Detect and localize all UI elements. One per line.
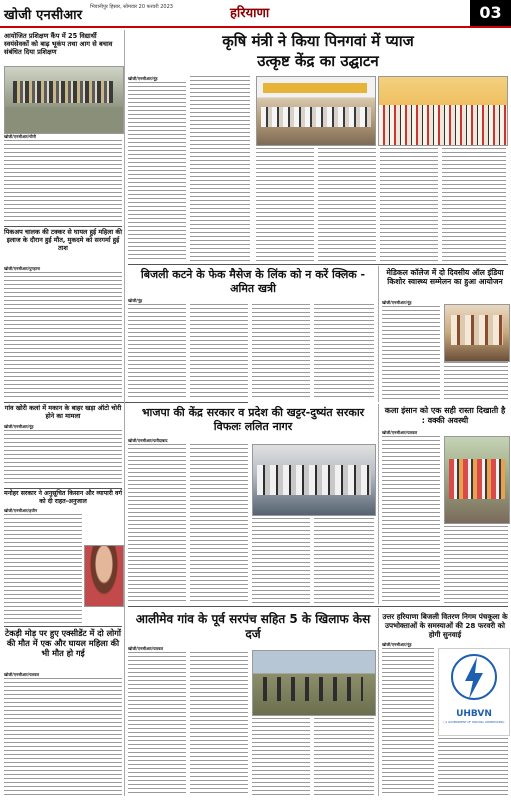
divider — [128, 606, 508, 607]
section-title: हरियाणा — [230, 6, 270, 21]
divider — [4, 226, 122, 227]
bjp-photo — [252, 444, 376, 516]
main-headline-1: कृषि मंत्री ने किया पिनगवां में प्याज — [222, 32, 414, 50]
medical-photo — [444, 304, 510, 362]
accident-byline: खोजी/एनसीआर/पलवल — [4, 672, 40, 677]
masthead — [0, 0, 511, 28]
aalimev-body-col1 — [128, 652, 186, 796]
uhbvn-logo-text: UHBVN — [456, 709, 492, 719]
manohar-portrait — [84, 545, 124, 607]
main-body-col4 — [318, 148, 376, 262]
main-body-col5 — [380, 148, 438, 262]
main-body-col2 — [190, 76, 250, 262]
medical-body — [382, 306, 440, 402]
manohar-byline: खोजी/एनसीआर/हथीन — [4, 508, 38, 513]
bjp-body-col3 — [252, 518, 310, 604]
electricity-headline: बिजली कटने के फेक मैसेज के लिंक को न करें क्लिक - अमित खत्री — [140, 268, 366, 295]
accident-headline: टेकड़ी मोड़ पर हुए एक्सीडेंट में दो लोगों की मौत में एक और घायल महिला की भी मौत हो गई — [4, 628, 121, 658]
bjp-body-col1 — [128, 444, 186, 604]
manohar-body — [4, 514, 82, 624]
main-headline-2: उत्कृष्ट केंद्र का उद्घाटन — [257, 52, 379, 70]
main-photo-stage — [256, 76, 376, 146]
electricity-body-col2 — [190, 304, 248, 400]
aalimev-photo — [252, 650, 376, 716]
main-byline: खोजी/एनसीआर/नूंह — [128, 76, 158, 81]
aalimev-body-col2 — [190, 652, 248, 796]
uhbvn-body — [382, 648, 434, 796]
bike-body — [4, 272, 122, 400]
electricity-byline: खोजी/नूंह — [128, 298, 143, 303]
manohar-headline: मनोहर सरकार ने अनुसूचित किसान और व्यापारी वर्ग को दी राहत-अनुजाल — [4, 490, 122, 505]
uhbvn-logo — [438, 648, 510, 736]
divider — [128, 264, 508, 265]
bike-headline: पिकअप चालक की टक्कर से घायल हुई महिला की इलाज के दौरान हुई मौत, मुकदमे को सरगर्मा हुई ताश — [4, 228, 122, 252]
aalimev-headline: आलीमेव गांव के पूर्व सरपंच सहित 5 के खिलाफ केस दर्ज — [135, 612, 371, 641]
main-body-col1 — [128, 82, 186, 262]
medical-byline: खोजी/एनसीआर/नूंह — [382, 300, 412, 305]
aalimev-body-col3 — [252, 718, 310, 796]
electricity-body-col3 — [252, 304, 310, 400]
theft-body — [4, 430, 122, 486]
training-body — [4, 140, 122, 224]
divider — [4, 402, 248, 403]
lightning-icon — [439, 649, 509, 709]
uhbvn-byline: खोजी/एनसीआर/नूंह — [382, 642, 412, 647]
column-divider — [124, 30, 125, 796]
kala-photo — [444, 436, 510, 524]
bjp-body-col2 — [190, 444, 248, 604]
uhbvn-body-2 — [438, 738, 508, 796]
training-photo — [4, 66, 124, 134]
bike-byline: खोजी/एनसीआर/पुनहाना — [4, 266, 41, 271]
kala-body-2 — [444, 526, 508, 604]
training-headline: आयोजित प्रशिक्षण कैंप में 25 विद्यार्थी स्वयंसेवकों को बाढ़ भूकंप तथा आग से बचाव संबंधित दिया प्रशिक्षण — [4, 32, 113, 56]
medical-headline: मेडिकल कॉलेज में दो दिवसीय ऑल इंडिया किशोर स्वास्थ्य सम्मेलन का हुआ आयोजन — [386, 268, 504, 287]
divider — [4, 626, 122, 627]
aalimev-byline: खोजी/एनसीआर/पलवल — [128, 646, 164, 651]
training-byline: खोजी/एनसीआर/चीनी — [4, 134, 36, 139]
bjp-byline: खोजी/एनसीआर/फरीदाबाद — [128, 438, 168, 443]
masthead-date: भिवानीपुर हिसार, सोमवार 20 फरवरी 2023 — [90, 4, 173, 10]
kala-byline: खोजी/एनसीआर/पलवल — [382, 430, 418, 435]
medical-body-2 — [444, 362, 508, 402]
aalimev-body-col4 — [314, 718, 374, 796]
kala-body — [382, 436, 440, 604]
electricity-body-col1 — [128, 304, 186, 400]
bjp-headline: भाजपा की केंद्र सरकार व प्रदेश की खट्टर-दुष्यंत सरकार विफलः ललित नागर — [141, 406, 365, 433]
uhbvn-headline: उत्तर हरियाणा बिजली वितरण निगम पंचकूला के उपभोक्ताओं के समस्याओं की 28 फरवरी को होगी सुनवाई — [382, 612, 508, 639]
uhbvn-logo-subtext: ( A GOVERNMENT OF HARYANA UNDERTAKING) — [443, 721, 505, 724]
column-divider — [378, 404, 379, 604]
divider — [4, 488, 122, 489]
main-photo-crowd — [378, 76, 508, 146]
theft-headline: गांव खोरी कलां में मकान के बाहर खड़ा ऑटो चोरी होने का मामला — [4, 404, 122, 420]
kala-headline: कला इंसान को एक सही रास्ता दिखाती है : वक्की अवस्थी — [384, 406, 506, 425]
accident-body — [4, 678, 122, 796]
theft-byline: खोजी/एनसीआर/नूंह — [4, 424, 34, 429]
main-body-col6 — [442, 148, 506, 262]
main-body-col3 — [256, 148, 314, 262]
page-number: 03 — [470, 0, 511, 26]
column-divider — [378, 608, 379, 796]
bjp-body-col4 — [314, 518, 374, 604]
masthead-name: खोजी एनसीआर — [4, 8, 83, 23]
electricity-body-col4 — [314, 304, 374, 400]
column-divider — [378, 266, 379, 402]
